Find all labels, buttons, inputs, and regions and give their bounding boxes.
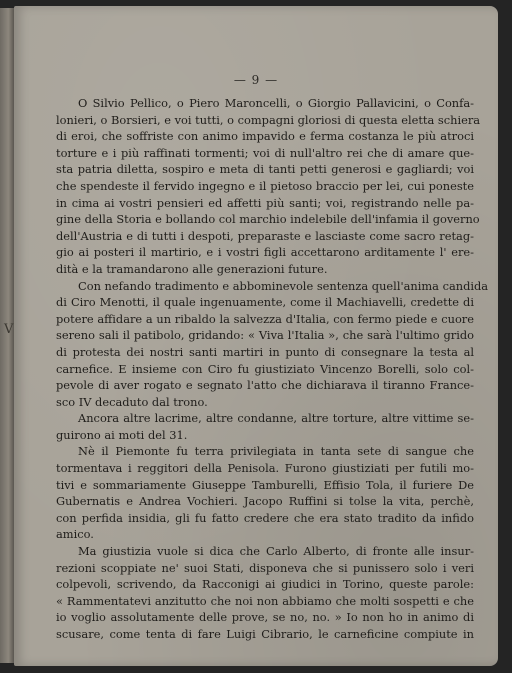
text-line: sco IV decaduto dal trono. [56,394,208,409]
text-line: guirono ai moti del 31. [56,427,188,442]
text-line: con perfida insidia, gli fu fatto credere che era stato tradito da infido [56,510,474,525]
text-line: scusare, come tenta di fare Luigi Cibrario, le carneficine compiute in [56,627,474,641]
text-line: pevole di aver rogato e segnato l'atto che dichiarava il tiranno France- [56,378,474,393]
text-line: colpevoli, scrivendo, da Racconigi ai giudici in Torino, queste parole: [56,577,474,592]
text-line: che spendeste il fervido ingegno e il pietoso braccio per lei, cui poneste [56,178,474,193]
text-line: tivi e sommariamente Giuseppe Tamburelli, Effisio Tola, il furiere De [56,477,474,492]
paragraph-3 [56,410,474,443]
paragraph-4 [56,443,474,543]
text-line: Ma giustizia vuole si dica che Carlo Alberto, di fronte alle insur- [78,544,474,559]
text-line: di eroi, che soffriste con animo impavido e ferma costanza le più atroci [56,129,474,144]
page-number: — 9 — [233,73,279,87]
paragraph-1 [56,95,481,278]
text-line: potere affidare a un ribaldo la salvezza d'Italia, con fermo piede e cuore [56,311,474,326]
body-text [56,95,489,643]
text-line: in cima ai vostri pensieri ed affetti più santi; voi, registrando nelle pa- [56,195,474,210]
text-line: dell'Austria e di tutti i despoti, preparaste e lasciaste come sacro retag- [56,228,474,243]
text-line: O Silvio Pellico, o Piero Maroncelli, o Giorgio Pallavicini, o Confa- [78,96,474,110]
text-line: io voglio assolutamente delle prove, se no, no. » Io non ho in animo di [56,610,474,625]
text-line: carnefice. E insieme con Ciro fu giustiziato Vincenzo Borelli, solo col- [56,361,474,376]
text-line: Ancora altre lacrime, altre condanne, altre torture, altre vittime se- [78,411,474,426]
text-line: amico. [56,527,94,542]
paragraph-5 [56,543,474,643]
text-line: sereno sali il patibolo, gridando: « Viva l'Italia », che sarà l'ultimo grido [56,328,474,343]
text-line: gine della Storia e bollando col marchio indelebile dell'infamia il governo [56,212,480,227]
text-line: Gubernatis e Andrea Vochieri. Jacopo Ruffini si tolse la vita, perchè, [56,494,474,509]
text-line: lonieri, o Borsieri, e voi tutti, o compagni gloriosi di questa eletta schiera [56,112,481,127]
text-line: rezioni scoppiate ne' suoi Stati, disponeva che si punissero solo i veri [56,560,474,575]
text-line: Nè il Piemonte fu terra privilegiata in tanta sete di sangue che [78,444,474,459]
text-line: tormentava i reggitori della Penisola. Furono giustiziati per futili mo- [56,461,474,476]
text-line: di protesta dei nostri santi martiri in punto di consegnare la testa al [56,344,474,359]
margin-mark: V [4,322,14,337]
text-line: di Ciro Menotti, il quale ingenuamente, come il Machiavelli, credette di [56,295,474,310]
text-line: dità e la tramandarono alle generazioni future. [56,261,328,276]
text-line: Con nefando tradimento e abbominevole sentenza quell'anima candida [78,278,489,293]
text-line: « Rammentatevi anzitutto che noi non abbiamo che molti sospetti e che [56,593,474,608]
book-page [14,6,498,666]
text-line: sta patria diletta, sospiro e meta di tanti petti generosi e gagliardi; voi [56,162,474,177]
text-line: gio ai posteri il martirio, e i vostri figli accettarono arditamente l' ere- [56,245,474,260]
paragraph-2 [56,278,489,411]
text-line: torture e i più raffinati tormenti; voi di null'altro rei che di amare que- [56,145,474,160]
